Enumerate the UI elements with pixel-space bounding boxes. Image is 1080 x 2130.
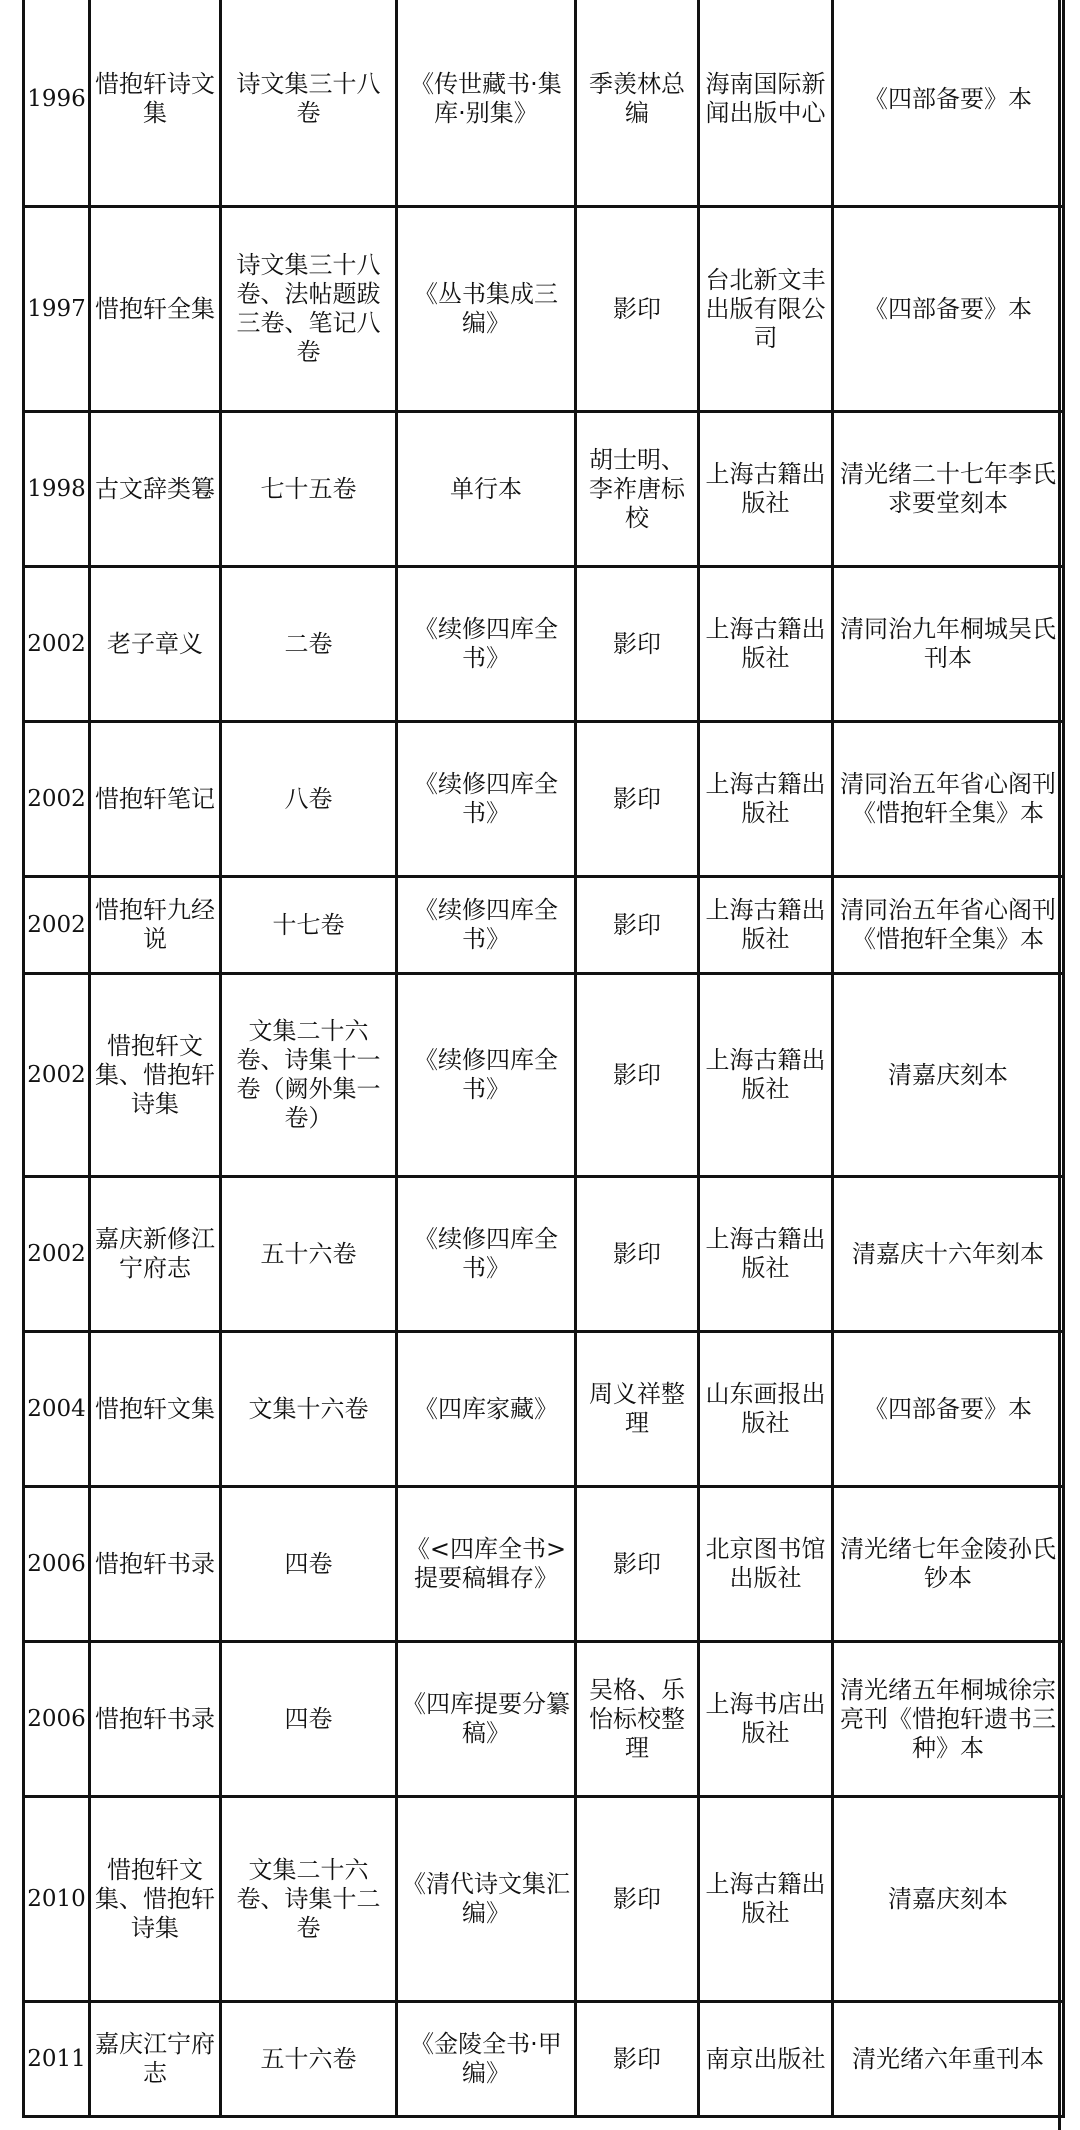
year-cell: 2002 [24, 877, 90, 974]
publisher-cell: 上海古籍出版社 [699, 877, 833, 974]
editor-cell: 季羡林总编 [576, 0, 699, 207]
year-cell: 1998 [24, 412, 90, 567]
year-cell: 2002 [24, 974, 90, 1177]
title-cell: 古文辞类篹 [90, 412, 221, 567]
year-cell: 2010 [24, 1797, 90, 2002]
base-cell: 清同治五年省心阁刊《惜抱轩全集》本 [833, 877, 1064, 974]
title-cell: 惜抱轩文集、惜抱轩诗集 [90, 1797, 221, 2002]
base-cell: 清光绪五年桐城徐宗亮刊《惜抱轩遗书三种》本 [833, 1642, 1064, 1797]
editor-cell: 吴格、乐怡标校整理 [576, 1642, 699, 1797]
year-cell: 2006 [24, 1642, 90, 1797]
publisher-cell: 上海古籍出版社 [699, 722, 833, 877]
table-row [24, 974, 1064, 1177]
volumes-cell: 五十六卷 [221, 2002, 397, 2117]
series-cell: 单行本 [397, 412, 576, 567]
year-cell: 2002 [24, 1177, 90, 1332]
volumes-cell: 四卷 [221, 1642, 397, 1797]
base-cell: 清光绪七年金陵孙氏钞本 [833, 1487, 1064, 1642]
volumes-cell: 诗文集三十八卷 [221, 0, 397, 207]
editor-cell: 影印 [576, 2002, 699, 2117]
year-cell: 2011 [24, 2002, 90, 2117]
editor-cell: 影印 [576, 974, 699, 1177]
publisher-cell: 南京出版社 [699, 2002, 833, 2117]
base-cell: 《四部备要》本 [833, 207, 1064, 412]
editor-cell: 影印 [576, 1177, 699, 1332]
table-row [24, 877, 1064, 974]
title-cell: 嘉庆新修江宁府志 [90, 1177, 221, 1332]
volumes-cell: 八卷 [221, 722, 397, 877]
table-row [24, 1487, 1064, 1642]
base-cell: 《四部备要》本 [833, 0, 1064, 207]
volumes-cell: 四卷 [221, 1487, 397, 1642]
publisher-cell: 上海古籍出版社 [699, 974, 833, 1177]
editor-cell: 影印 [576, 877, 699, 974]
publisher-cell: 北京图书馆出版社 [699, 1487, 833, 1642]
year-cell: 2006 [24, 1487, 90, 1642]
editor-cell: 影印 [576, 722, 699, 877]
table-row [24, 0, 1064, 207]
year-cell: 1996 [24, 0, 90, 207]
volumes-cell: 文集二十六卷、诗集十一卷（阙外集一卷） [221, 974, 397, 1177]
base-cell: 清嘉庆刻本 [833, 1797, 1064, 2002]
title-cell: 嘉庆江宁府志 [90, 2002, 221, 2117]
publisher-cell: 上海古籍出版社 [699, 412, 833, 567]
base-cell: 清嘉庆刻本 [833, 974, 1064, 1177]
year-cell: 2002 [24, 722, 90, 877]
table-row [24, 567, 1064, 722]
table-outer-border [1058, 0, 1061, 2130]
bibliography-table [22, 0, 1065, 2118]
editor-cell: 影印 [576, 567, 699, 722]
series-cell: 《清代诗文集汇编》 [397, 1797, 576, 2002]
publisher-cell: 山东画报出版社 [699, 1332, 833, 1487]
title-cell: 老子章义 [90, 567, 221, 722]
series-cell: 《续修四库全书》 [397, 722, 576, 877]
title-cell: 惜抱轩诗文集 [90, 0, 221, 207]
base-cell: 《四部备要》本 [833, 1332, 1064, 1487]
table-row [24, 2002, 1064, 2117]
series-cell: 《金陵全书·甲编》 [397, 2002, 576, 2117]
series-cell: 《<四库全书>提要稿辑存》 [397, 1487, 576, 1642]
series-cell: 《续修四库全书》 [397, 877, 576, 974]
series-cell: 《丛书集成三编》 [397, 207, 576, 412]
table-row [24, 722, 1064, 877]
series-cell: 《续修四库全书》 [397, 1177, 576, 1332]
volumes-cell: 文集十六卷 [221, 1332, 397, 1487]
editor-cell: 影印 [576, 1487, 699, 1642]
base-cell: 清同治五年省心阁刊《惜抱轩全集》本 [833, 722, 1064, 877]
editor-cell: 影印 [576, 207, 699, 412]
year-cell: 2004 [24, 1332, 90, 1487]
volumes-cell: 诗文集三十八卷、法帖题跋三卷、笔记八卷 [221, 207, 397, 412]
series-cell: 《传世藏书·集库·别集》 [397, 0, 576, 207]
publisher-cell: 台北新文丰出版有限公司 [699, 207, 833, 412]
volumes-cell: 五十六卷 [221, 1177, 397, 1332]
table-row [24, 1642, 1064, 1797]
editor-cell: 胡士明、李祚唐标校 [576, 412, 699, 567]
volumes-cell: 十七卷 [221, 877, 397, 974]
volumes-cell: 二卷 [221, 567, 397, 722]
publisher-cell: 上海古籍出版社 [699, 567, 833, 722]
title-cell: 惜抱轩全集 [90, 207, 221, 412]
title-cell: 惜抱轩文集 [90, 1332, 221, 1487]
series-cell: 《四库提要分纂稿》 [397, 1642, 576, 1797]
year-cell: 1997 [24, 207, 90, 412]
table-row [24, 1332, 1064, 1487]
volumes-cell: 文集二十六卷、诗集十二卷 [221, 1797, 397, 2002]
publisher-cell: 上海古籍出版社 [699, 1797, 833, 2002]
title-cell: 惜抱轩笔记 [90, 722, 221, 877]
editor-cell: 影印 [576, 1797, 699, 2002]
table-row [24, 207, 1064, 412]
table-body [24, 0, 1064, 2117]
table-row [24, 412, 1064, 567]
base-cell: 清嘉庆十六年刻本 [833, 1177, 1064, 1332]
publisher-cell: 海南国际新闻出版中心 [699, 0, 833, 207]
title-cell: 惜抱轩书录 [90, 1642, 221, 1797]
base-cell: 清光绪六年重刊本 [833, 2002, 1064, 2117]
publisher-cell: 上海古籍出版社 [699, 1177, 833, 1332]
publisher-cell: 上海书店出版社 [699, 1642, 833, 1797]
title-cell: 惜抱轩书录 [90, 1487, 221, 1642]
base-cell: 清同治九年桐城吴氏刊本 [833, 567, 1064, 722]
year-cell: 2002 [24, 567, 90, 722]
series-cell: 《续修四库全书》 [397, 567, 576, 722]
series-cell: 《四库家藏》 [397, 1332, 576, 1487]
table-row [24, 1797, 1064, 2002]
title-cell: 惜抱轩文集、惜抱轩诗集 [90, 974, 221, 1177]
base-cell: 清光绪二十七年李氏求要堂刻本 [833, 412, 1064, 567]
title-cell: 惜抱轩九经说 [90, 877, 221, 974]
volumes-cell: 七十五卷 [221, 412, 397, 567]
table-row [24, 1177, 1064, 1332]
series-cell: 《续修四库全书》 [397, 974, 576, 1177]
editor-cell: 周义祥整理 [576, 1332, 699, 1487]
